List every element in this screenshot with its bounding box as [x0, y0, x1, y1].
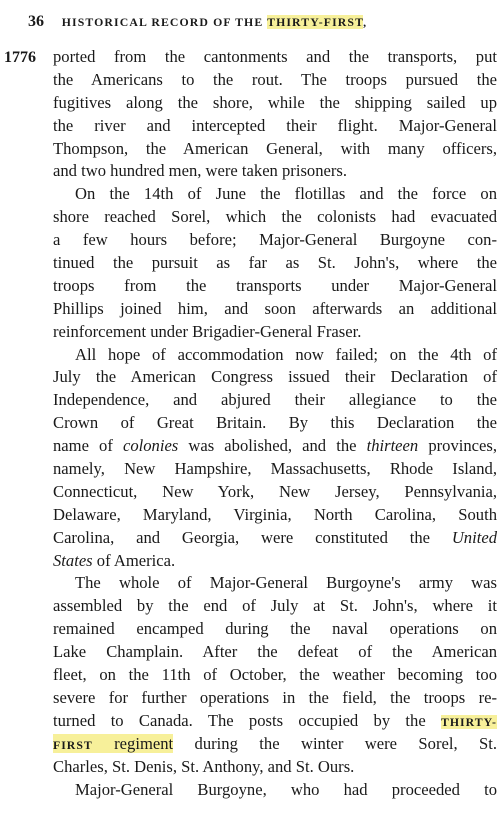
running-head-tail: , [363, 15, 368, 29]
text-line: a few hours before; Major-General Burgoyne con- [53, 230, 497, 250]
italic-text: colonies [122, 436, 179, 456]
italic-text: States [53, 550, 93, 570]
text-line: Delaware, Maryland, Virginia, North Carolina, South [53, 504, 497, 524]
text-line: remained encamped during the naval operations on [53, 619, 497, 639]
text-line [53, 435, 497, 458]
text-line: troops from the transports under Major-General [53, 275, 497, 295]
italic-text: United [451, 527, 497, 547]
running-head [62, 15, 367, 29]
text-line: fleet, on the 11th of October, the weather becoming too [53, 665, 497, 685]
text-run: was abolished, and the [178, 436, 367, 456]
highlighted-regiment-name: THIRTY- [441, 714, 497, 729]
page-header [28, 13, 367, 31]
text-run: during the winter were Sorel, St. [173, 733, 497, 753]
text-line [53, 710, 497, 733]
text-line: All hope of accommodation now failed; on the 4th of [75, 344, 497, 364]
text-line: Major-General Burgoyne, who had proceeded to [75, 779, 497, 799]
small-caps-text: FIRST [53, 737, 93, 752]
body-text [53, 46, 497, 801]
margin-year: 1776 [4, 49, 36, 66]
text-line: namely, New Hampshire, Massachusetts, Rhode Island, [53, 459, 497, 479]
text-line: the river and intercepted their flight. Major-General [53, 115, 497, 135]
text-line: On the 14th of June the flotillas and the force on [75, 184, 497, 204]
text-line: reinforcement under Brigadier-General Fraser. [53, 321, 362, 341]
page-number: 36 [28, 13, 44, 30]
text-line [53, 733, 497, 756]
text-run: of America. [92, 550, 176, 570]
text-run: name of [53, 436, 123, 456]
running-head-highlight: THIRTY-FIRST [267, 15, 364, 29]
text-line: The whole of Major-General Burgoyne's army was [75, 573, 497, 593]
text-line [53, 527, 497, 550]
text-line: Thompson, the American General, with many officers, [53, 138, 497, 158]
text-run: Carolina, and Georgia, were constituted the [53, 527, 452, 547]
text-line: ported from the cantonments and the transports, put [53, 47, 497, 66]
running-head-text: HISTORICAL RECORD OF THE [61, 15, 268, 29]
text-line: shore reached Sorel, which the colonists had evacuated [53, 207, 497, 227]
text-run: turned to Canada. The posts occupied by the [53, 710, 442, 730]
text-line: severe for further operations in the field, the troops re- [53, 687, 497, 707]
text-line: July the American Congress issued their Declaration of [53, 367, 497, 387]
text-line: fugitives along the shore, while the shipping sailed up [53, 92, 497, 112]
text-line: the Americans to the rout. The troops pursued the [53, 69, 497, 89]
text-line: and two hundred men, were taken prisoners. [53, 161, 347, 181]
text-line: Charles, St. Denis, St. Anthony, and St. Ours. [53, 756, 355, 776]
text-line: Lake Champlain. After the defeat of the American [53, 642, 497, 662]
text-run: regiment [92, 733, 174, 753]
text-line [53, 550, 497, 573]
text-line: Independence, and abjured their allegiance to the [53, 390, 497, 410]
italic-text: thirteen [366, 436, 419, 456]
text-line: tinued the pursuit as far as St. John's, where the [53, 253, 497, 273]
text-line: Crown of Great Britain. By this Declaration the [53, 413, 497, 433]
text-line: Connecticut, New York, New Jersey, Pennsylvania, [53, 481, 497, 501]
text-line: assembled by the end of July at St. John's, where it [53, 596, 497, 616]
text-run: provinces, [418, 436, 497, 456]
highlighted-regiment-name [53, 734, 173, 753]
text-line: Phillips joined him, and soon afterwards an additional [53, 298, 497, 318]
